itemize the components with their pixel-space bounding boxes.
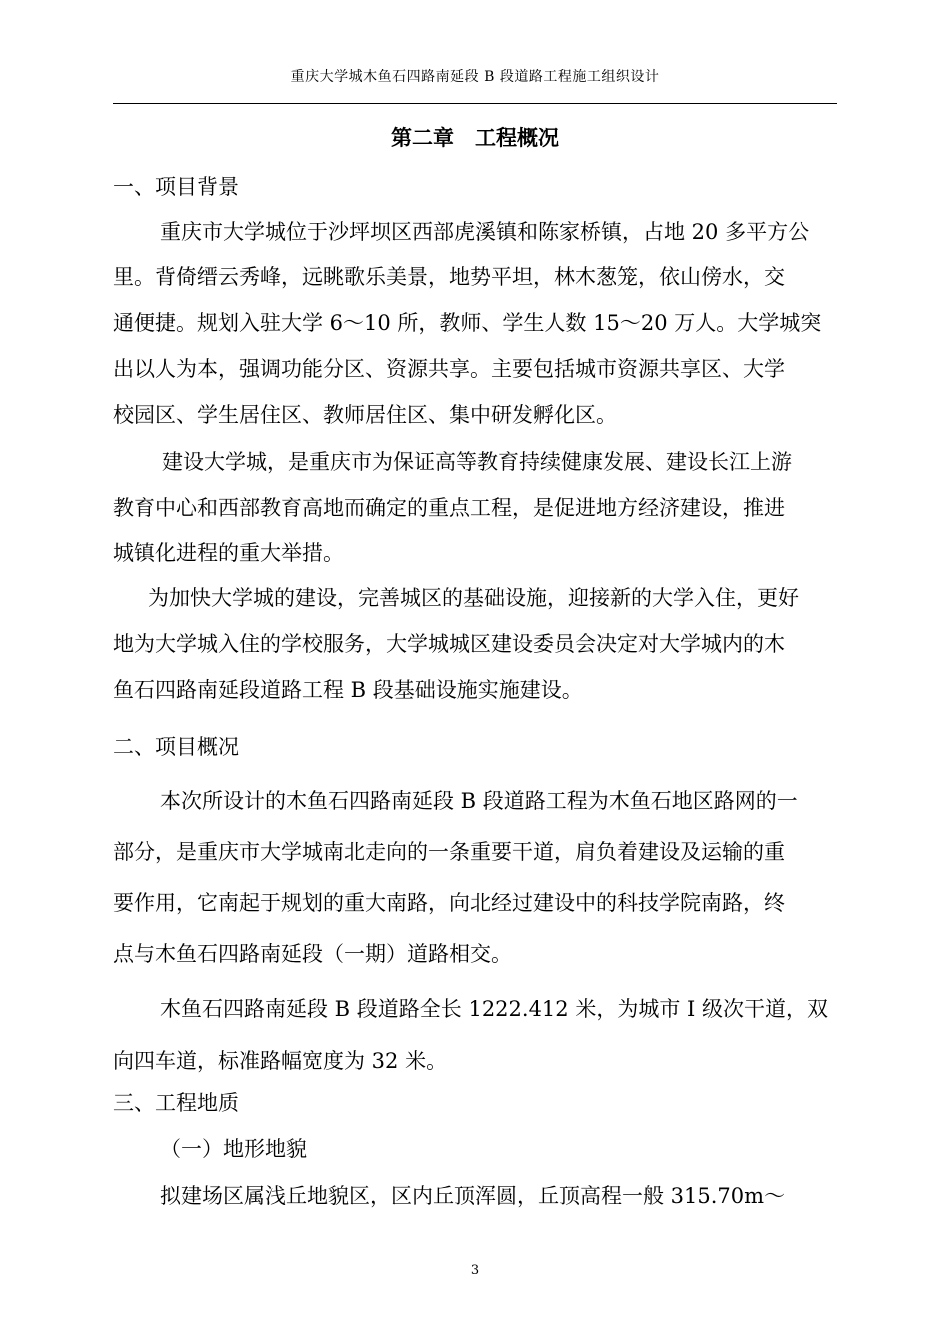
chapter-title: 第二章 工程概况 xyxy=(391,125,559,150)
body-line: 教育中心和西部教育高地而确定的重点工程，是促进地方经济建设，推进 xyxy=(113,496,785,520)
page-number: 3 xyxy=(470,1263,480,1278)
body-line: 校园区、学生居住区、教师居住区、集中研发孵化区。 xyxy=(113,403,617,427)
body-line: 要作用，它南起于规划的重大南路，向北经过建设中的科技学院南路，终 xyxy=(113,891,785,915)
section-heading: 三、工程地质 xyxy=(113,1091,239,1115)
body-line: 通便捷。规划入驻大学 6～10 所，教师、学生人数 15～20 万人。大学城突 xyxy=(113,311,822,335)
body-line: 建设大学城，是重庆市为保证高等教育持续健康发展、建设长江上游 xyxy=(162,450,792,474)
section-heading: 一、项目背景 xyxy=(113,175,239,199)
body-line: 鱼石四路南延段道路工程 B 段基础设施实施建设。 xyxy=(113,678,583,702)
body-line: 为加快大学城的建设，完善城区的基础设施，迎接新的大学入住，更好 xyxy=(148,586,799,610)
body-line: 城镇化进程的重大举措。 xyxy=(113,541,344,565)
body-line: 部分，是重庆市大学城南北走向的一条重要干道，肩负着建设及运输的重 xyxy=(113,840,785,864)
body-line: 本次所设计的木鱼石四路南延段 B 段道路工程为木鱼石地区路网的一 xyxy=(160,789,798,813)
body-line: 点与木鱼石四路南延段（一期）道路相交。 xyxy=(113,942,512,966)
body-line: 向四车道，标准路幅宽度为 32 米。 xyxy=(113,1049,448,1073)
body-line: 拟建场区属浅丘地貌区，区内丘顶浑圆，丘顶高程一般 315.70m～ xyxy=(160,1184,786,1208)
running-header: 重庆大学城木鱼石四路南延段 B 段道路工程施工组织设计 xyxy=(290,69,660,85)
body-line: 出以人为本，强调功能分区、资源共享。主要包括城市资源共享区、大学 xyxy=(113,357,785,381)
section-heading: 二、项目概况 xyxy=(113,735,239,759)
body-line: 重庆市大学城位于沙坪坝区西部虎溪镇和陈家桥镇，占地 20 多平方公 xyxy=(160,220,810,244)
body-line: 里。背倚缙云秀峰，远眺歌乐美景，地势平坦，林木葱笼，依山傍水，交 xyxy=(113,265,785,289)
header-rule xyxy=(113,103,837,104)
body-line: 地为大学城入住的学校服务，大学城城区建设委员会决定对大学城内的木 xyxy=(113,632,785,656)
body-line: 木鱼石四路南延段 B 段道路全长 1222.412 米，为城市 I 级次干道，双 xyxy=(160,997,828,1021)
subsection-heading: （一）地形地貌 xyxy=(160,1137,307,1161)
